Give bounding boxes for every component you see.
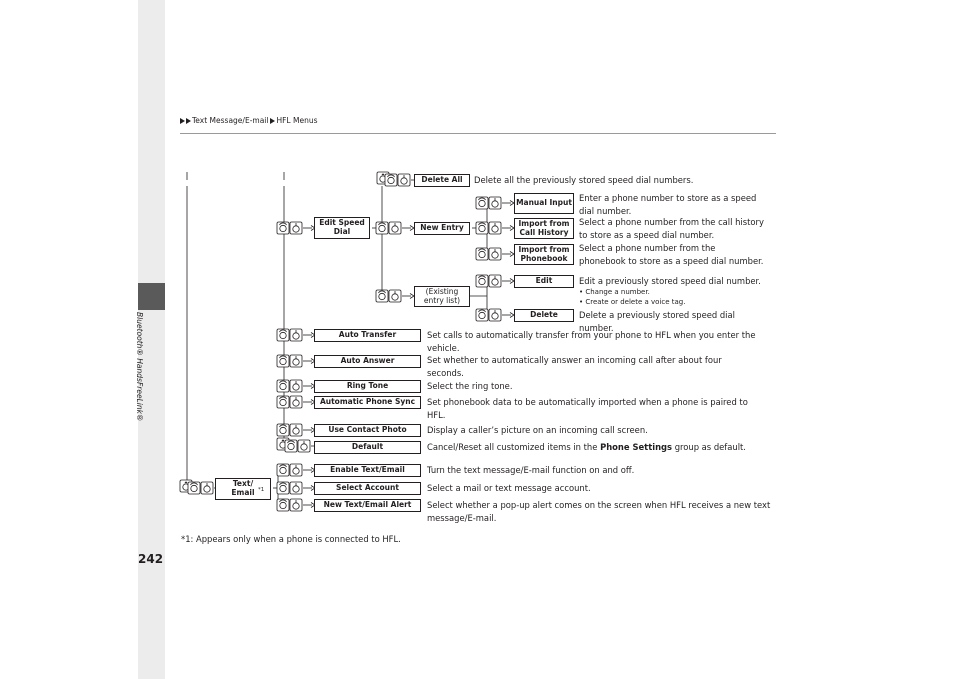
- rotate-knob-icon: [476, 275, 488, 287]
- existing-entry-list-box: (Existing entry list): [414, 286, 470, 307]
- breadcrumb-item[interactable]: HFL Menus: [276, 116, 318, 125]
- right-arrow-icon: [402, 294, 414, 299]
- rotate-knob-icon: [476, 309, 488, 321]
- automatic-phone-sync-box: Automatic Phone Sync: [314, 396, 421, 409]
- rotate-knob-icon: [277, 396, 289, 408]
- enable-text-email-description: Turn the text message/E-mail function on and off.: [427, 465, 635, 475]
- rotate-knob-icon: [277, 482, 289, 494]
- rotate-knob-icon: [385, 174, 397, 186]
- text-email-box: Text/ Email: [215, 478, 271, 500]
- press-knob-icon: [489, 275, 501, 287]
- press-knob-icon: [290, 396, 302, 408]
- footnote: *1: Appears only when a phone is connected to HFL.: [181, 534, 401, 544]
- right-arrow-icon: [502, 201, 514, 206]
- default-description: Cancel/Reset all customized items in the Phone Settings group as default.: [427, 442, 746, 452]
- rotate-knob-icon: [277, 424, 289, 436]
- press-knob-icon: [290, 222, 302, 234]
- manual-input-description: Enter a phone number to store as a speed dial number.: [579, 193, 757, 216]
- right-arrow-icon: [502, 226, 514, 231]
- ring-tone-box: Ring Tone: [314, 380, 421, 393]
- edit-bullet-change-number: • Change a number.: [579, 288, 650, 296]
- press-knob-icon: [489, 222, 501, 234]
- rotate-knob-icon: [376, 290, 388, 302]
- delete-all-description: Delete all the previously stored speed dial numbers.: [474, 175, 694, 185]
- press-knob-icon: [290, 424, 302, 436]
- import-call-history-description: Select a phone number from the call history to store as a speed dial number.: [579, 217, 764, 240]
- manual-input-box: Manual Input: [514, 193, 574, 214]
- rotate-knob-icon: [277, 499, 289, 511]
- use-contact-photo-box: Use Contact Photo: [314, 424, 421, 437]
- edit-description: Edit a previously stored speed dial number.: [579, 276, 761, 286]
- edit-speed-dial-box: Edit Speed Dial: [314, 217, 370, 239]
- new-text-email-alert-box: New Text/Email Alert: [314, 499, 421, 512]
- rotate-knob-icon: [188, 482, 200, 494]
- press-knob-icon: [489, 248, 501, 260]
- auto-transfer-box: Auto Transfer: [314, 329, 421, 342]
- import-phonebook-description: Select a phone number from the phonebook to store as a speed dial number.: [579, 243, 764, 266]
- press-knob-icon: [290, 482, 302, 494]
- import-phonebook-box: Import from Phonebook: [514, 244, 574, 265]
- sidebar-section-label: Bluetooth® HandsFreeLink®: [135, 312, 144, 422]
- rotate-knob-icon: [277, 464, 289, 476]
- press-knob-icon: [389, 222, 401, 234]
- rotate-knob-icon: [376, 222, 388, 234]
- rotate-knob-icon: [277, 355, 289, 367]
- press-knob-icon: [290, 499, 302, 511]
- edit-box: Edit: [514, 275, 574, 288]
- page-number: 242: [138, 552, 164, 566]
- default-box: Default: [314, 441, 421, 454]
- delete-all-box: Delete All: [414, 174, 470, 187]
- select-account-description: Select a mail or text message account.: [427, 483, 591, 493]
- ring-tone-description: Select the ring tone.: [427, 381, 513, 391]
- right-arrow-icon: [502, 313, 514, 318]
- automatic-phone-sync-description: Set phonebook data to be automatically imported when a phone is paired to HFL.: [427, 397, 748, 420]
- press-knob-icon: [290, 355, 302, 367]
- new-text-email-alert-description: Select whether a pop-up alert comes on the screen when HFL receives a new text message/E-mail.: [427, 500, 771, 523]
- right-arrow-icon: [502, 279, 514, 284]
- press-knob-icon: [398, 174, 410, 186]
- press-knob-icon: [290, 464, 302, 476]
- press-knob-icon: [201, 482, 213, 494]
- use-contact-photo-description: Display a caller’s picture on an incoming call screen.: [427, 425, 648, 435]
- delete-box: Delete: [514, 309, 574, 322]
- rotate-knob-icon: [277, 380, 289, 392]
- press-knob-icon: [290, 329, 302, 341]
- new-entry-box: New Entry: [414, 222, 470, 235]
- press-knob-icon: [489, 197, 501, 209]
- rotate-knob-icon: [476, 197, 488, 209]
- delete-description: Delete a previously stored speed dial number.: [579, 310, 735, 333]
- right-arrow-icon: [502, 252, 514, 257]
- auto-transfer-description: Set calls to automatically transfer from your phone to HFL when you enter the vehicle.: [427, 330, 756, 353]
- auto-answer-box: Auto Answer: [314, 355, 421, 368]
- rotate-knob-icon: [476, 222, 488, 234]
- press-knob-icon: [290, 380, 302, 392]
- enable-text-email-box: Enable Text/Email: [314, 464, 421, 477]
- edit-bullet-voice-tag: • Create or delete a voice tag.: [579, 298, 686, 306]
- rotate-knob-icon: [277, 329, 289, 341]
- rotate-knob-icon: [476, 248, 488, 260]
- select-account-box: Select Account: [314, 482, 421, 495]
- press-knob-icon: [298, 440, 310, 452]
- import-call-history-box: Import from Call History: [514, 218, 574, 239]
- right-arrow-icon: [402, 226, 414, 231]
- press-knob-icon: [489, 309, 501, 321]
- breadcrumb-item[interactable]: Text Message/E-mail: [192, 116, 269, 125]
- rotate-knob-icon: [285, 440, 297, 452]
- rotate-knob-icon: [277, 222, 289, 234]
- press-knob-icon: [389, 290, 401, 302]
- footnote-marker: *1: [258, 487, 265, 493]
- auto-answer-description: Set whether to automatically answer an incoming call after about four seconds.: [427, 355, 722, 378]
